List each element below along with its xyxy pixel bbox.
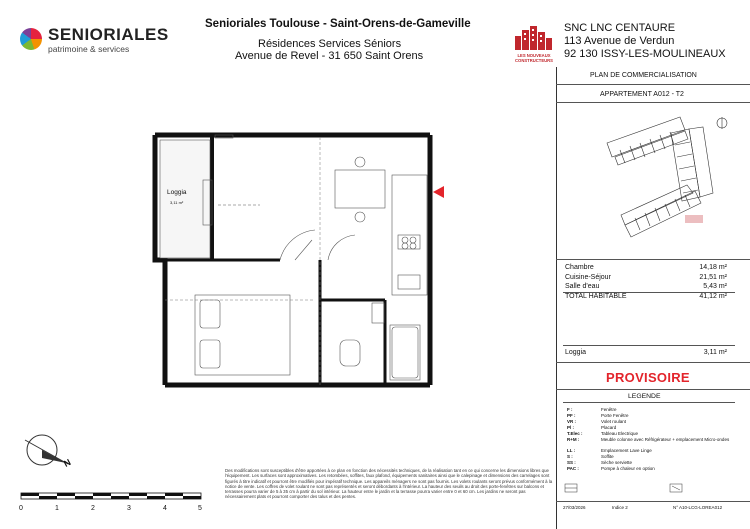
scale-label: 5: [198, 505, 202, 512]
legend-divider: [563, 402, 735, 403]
entrance-arrow-icon: [431, 185, 446, 199]
logo-tagline: patrimoine & services: [48, 44, 130, 54]
apartment-label: APPARTEMENT A012 - T2: [600, 91, 684, 98]
legend-code: LL :: [567, 448, 576, 453]
company-name: SNC LNC CENTAURE: [564, 22, 676, 34]
legend-desc: Sèche serviette: [601, 460, 633, 465]
loggia-area-value: 3,11 m²: [703, 349, 727, 356]
legend-code: T.Elec :: [567, 431, 583, 436]
legend-code: S :: [567, 454, 573, 459]
compass-icon: [20, 428, 75, 478]
legend-symbols: [560, 478, 745, 500]
scale-bar: [20, 492, 205, 502]
total-value: 41,12 m²: [699, 293, 727, 300]
scale-label: 3: [127, 505, 131, 512]
loggia-area-label: Loggia: [565, 349, 587, 356]
area-label-chambre: Chambre: [565, 264, 594, 271]
legend-desc: Fenêtre: [601, 407, 617, 412]
plan-loggia-label: Loggia: [167, 189, 187, 196]
legend-code: R+M :: [567, 437, 580, 442]
legend-code: SS :: [567, 460, 576, 465]
legend-desc: Pompe à chaleur en option: [601, 466, 655, 471]
north-label: N: [62, 457, 73, 469]
company-street: 113 Avenue de Verdun: [564, 35, 675, 47]
panel-divider: [556, 84, 750, 85]
legend-desc: Emplacement Lave Linge: [601, 448, 652, 453]
panel-divider: [556, 102, 750, 103]
legend-desc: Soffite: [601, 454, 614, 459]
senioriales-logo-icon: [20, 28, 42, 50]
area-value-salle-eau: 5,43 m²: [703, 283, 727, 290]
scale-label: 0: [19, 505, 23, 512]
legend-code: VR :: [567, 419, 576, 424]
legend-code: F :: [567, 407, 573, 412]
area-label-cuisine: Cuisine-Séjour: [565, 274, 611, 281]
plan-number: N° A10-LCG-LOREA012: [673, 505, 723, 510]
status-stamp: PROVISOIRE: [606, 370, 690, 385]
scale-label: 1: [55, 505, 59, 512]
legend-desc: Placard: [601, 425, 617, 430]
plan-loggia-area: 3,11 m²: [170, 200, 184, 205]
scale-label: 4: [163, 505, 167, 512]
legend-desc: Tableau Electrique: [601, 431, 639, 436]
project-subtitle: Résidences Services Séniors: [258, 38, 402, 50]
area-value-cuisine: 21,51 m²: [699, 274, 727, 281]
plan-indice: Indice 2: [612, 505, 628, 510]
project-title: Senioriales Toulouse - Saint-Orens-de-Gameville: [205, 18, 471, 30]
legend-title: LEGENDE: [628, 393, 661, 400]
area-value-chambre: 14,18 m²: [699, 264, 727, 271]
scale-label: 2: [91, 505, 95, 512]
legend-desc: Porte Fenêtre: [601, 413, 629, 418]
total-label: TOTAL HABITABLE: [565, 293, 627, 300]
project-address: Avenue de Revel - 31 650 Saint Orens: [235, 50, 424, 62]
floor-plan-drawing: [140, 125, 440, 400]
legend-desc: Volet roulant: [601, 419, 627, 424]
plan-type-label: PLAN DE COMMERCIALISATION: [590, 72, 697, 79]
panel-divider: [556, 259, 750, 260]
panel-divider: [556, 389, 750, 390]
loggia-divider: [563, 345, 735, 346]
panel-divider: [556, 362, 750, 363]
legend-code: PF :: [567, 413, 576, 418]
plan-date: 27/03/2026: [563, 505, 586, 510]
legal-notes: Des modifications sont susceptibles d'être apportées à ce plan en fonction des nécessités techniques, de la réalisation tant en ce qui concerne les dimensions libres que l'équipement. Les surfaces sont approximatives. Les retombées, soffites, faux plafond, équipements sanitaires ainsi que le calepinage et dimensions des carrelages sont figurés à titre indicatif et pourront être modifiés pour impératif technique. Les appareils ménagers ne sont pas fournis. Les volets roulants seront prévus conformément à la notice de vente. Les coffres de volet roulant ne sont pas représentés et seront débordants à l'intérieur. La hauteur des seuils au droit des porte-fenêtres sur balcons et terrasses pourra varier de 5 à 35 cm à partir du sol intérieur. La hauteur entre le jardin et la terrasse pourra varier entre 0 et 60 cm. Les jardins ne seront pas nécessairement plats et pourront comporter des talus et des pentes.: [225, 468, 553, 500]
legend-desc: Meuble colonne avec Réfrigérateur + emplacement Micro-ondes: [601, 437, 730, 442]
panel-divider: [556, 501, 750, 502]
legend-code: Pl :: [567, 425, 575, 430]
area-label-salle-eau: Salle d'eau: [565, 283, 600, 290]
legend-code: PAC :: [567, 466, 579, 471]
site-plan-drawing: [585, 105, 735, 255]
lnc-logo-text: LES NOUVEAUX CONSTRUCTEURS: [515, 53, 553, 63]
logo-wordmark: SENIORIALES: [48, 25, 169, 44]
company-city: 92 130 ISSY-LES-MOULINEAUX: [564, 48, 726, 60]
